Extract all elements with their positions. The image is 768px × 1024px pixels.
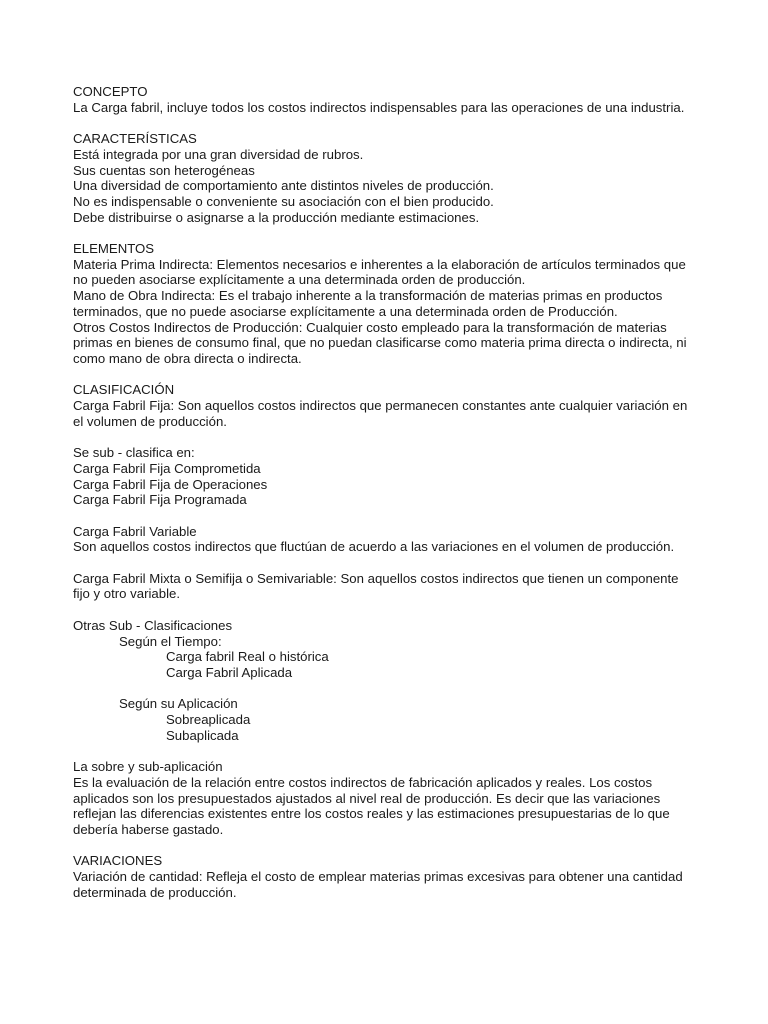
section-variaciones xyxy=(73,853,695,900)
section-concepto xyxy=(73,84,695,115)
section-heading: Se sub - clasifica en: xyxy=(73,445,195,461)
list-item: Una diversidad de comportamiento ante distintos niveles de producción. xyxy=(73,178,494,194)
section-mixta xyxy=(73,571,695,602)
list-item: Está integrada por una gran diversidad de rubros. xyxy=(73,146,364,162)
section-otras xyxy=(73,618,695,744)
paragraph: Es la evaluación de la relación entre costos indirectos de fabricación aplicados y reales. Los costos aplicados son los presupuestados ajustados al nivel real de producción. Es decir que las variaciones reflejan las diferencias existentes entre los costos reales y las estimaciones presupuestarias de lo que debería haberse gastado. xyxy=(73,774,670,837)
document-body xyxy=(73,84,695,916)
list-item: Carga Fabril Aplicada xyxy=(166,664,293,680)
section-heading: ELEMENTOS xyxy=(73,241,155,256)
paragraph: Son aquellos costos indirectos que fluctúan de acuerdo a las variaciones en el volumen de producción. xyxy=(73,539,675,555)
section-heading: CLASIFICACIÓN xyxy=(73,382,175,398)
subheading-tiempo: Según el Tiempo: xyxy=(119,633,222,649)
section-elementos xyxy=(73,241,695,367)
list-item: No es indispensable o conveniente su asociación con el bien producido. xyxy=(73,193,494,209)
list-item: Carga Fabril Fija Programada xyxy=(73,492,247,508)
list-item: Materia Prima Indirecta: Elementos necesarios e inherentes a la elaboración de artículos terminados que no pueden asociarse explícitamente a una determinada orden de producción. xyxy=(73,256,686,288)
blank-line xyxy=(73,681,695,697)
subheading-aplicacion: Según su Aplicación xyxy=(119,696,238,712)
list-item: Subaplicada xyxy=(166,727,239,743)
list-item: Carga fabril Real o histórica xyxy=(166,649,329,665)
section-heading: VARIACIONES xyxy=(73,853,163,869)
section-caracteristicas xyxy=(73,131,695,225)
section-variable xyxy=(73,524,695,555)
paragraph: Carga Fabril Mixta o Semifija o Semivariable: Son aquellos costos indirectos que tienen un componente fijo y otro variable. xyxy=(73,570,679,602)
section-subclasifica xyxy=(73,445,695,508)
list-item: Otros Costos Indirectos de Producción: Cualquier costo empleado para la transformación de materias primas en bienes de consumo final, que no puedan clasificarse como materia prima directa o indirecta, ni como mano de obra directa o indirecta. xyxy=(73,319,687,366)
paragraph: La Carga fabril, incluye todos los costos indirectos indispensables para las operaciones de una industria. xyxy=(73,99,685,115)
list-item: Debe distribuirse o asignarse a la producción mediante estimaciones. xyxy=(73,209,480,225)
list-item: Mano de Obra Indirecta: Es el trabajo inherente a la transformación de materias primas en productos terminados, que no puede asociarse explícitamente a una determinada orden de Producción. xyxy=(73,288,663,319)
list-item: Carga Fabril Fija de Operaciones xyxy=(73,476,268,492)
section-sobre-sub xyxy=(73,759,695,838)
list-item: Sobreaplicada xyxy=(166,712,251,728)
section-heading: Carga Fabril Variable xyxy=(73,523,197,539)
section-heading: Otras Sub - Clasificaciones xyxy=(73,617,233,633)
section-heading: CARACTERÍSTICAS xyxy=(73,131,197,147)
section-heading: CONCEPTO xyxy=(73,84,148,99)
section-heading: La sobre y sub-aplicación xyxy=(73,759,223,775)
section-clasificacion xyxy=(73,382,695,429)
list-item: Sus cuentas son heterogéneas xyxy=(73,162,255,178)
paragraph: Variación de cantidad: Refleja el costo de emplear materias primas excesivas para obtener una cantidad determinada de producción. xyxy=(73,869,683,900)
list-item: Carga Fabril Fija Comprometida xyxy=(73,460,261,476)
paragraph: Carga Fabril Fija: Son aquellos costos indirectos que permanecen constantes ante cualquier variación en el volumen de producción. xyxy=(73,398,688,429)
